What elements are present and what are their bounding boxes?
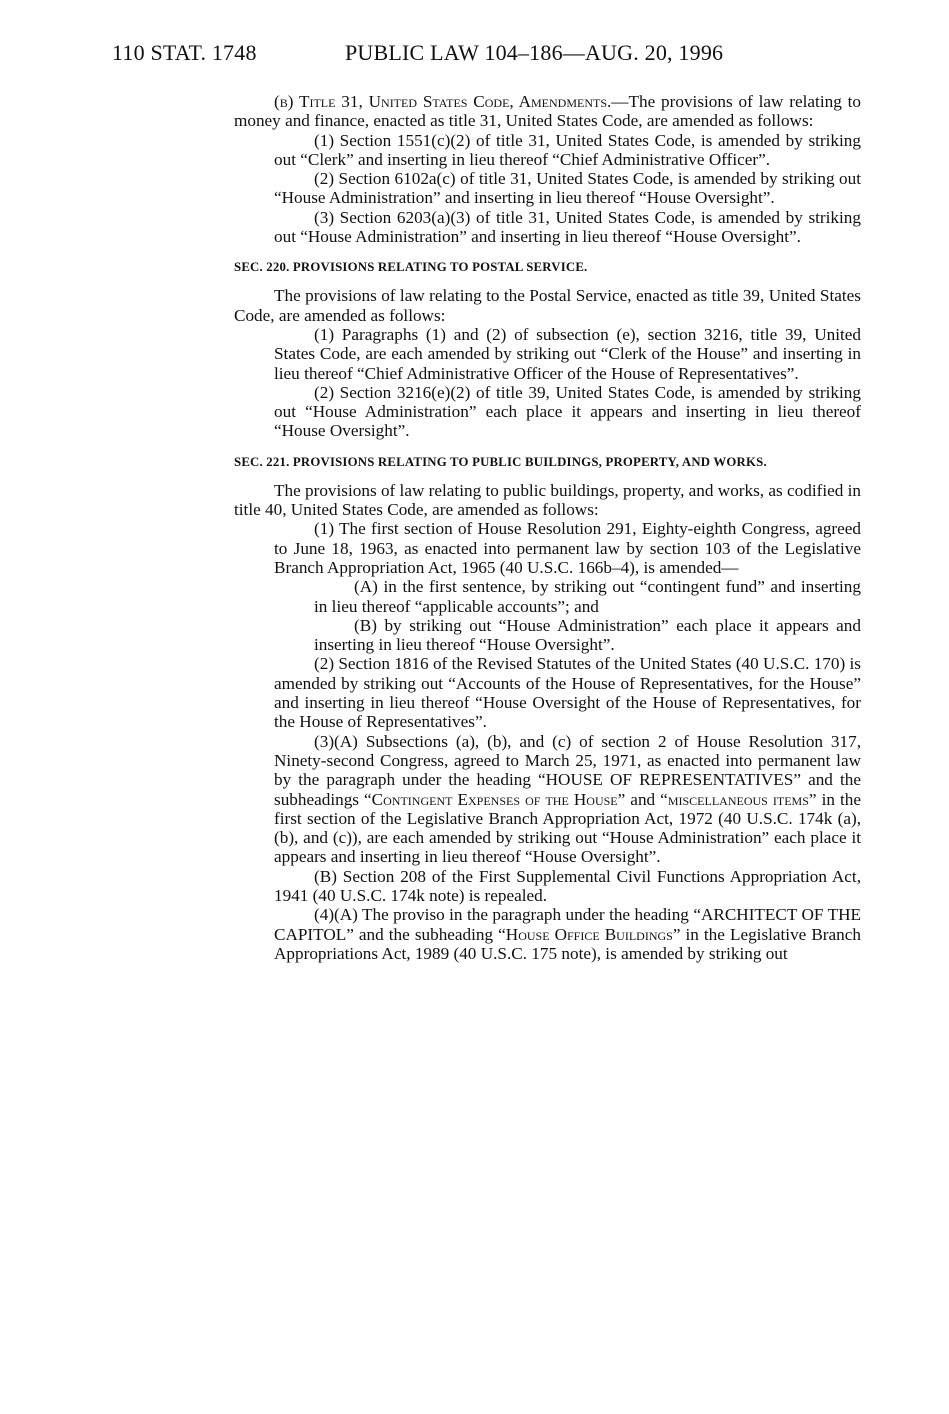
section-221-paragraph-1A: (A) in the first sentence, by striking out “contingent fund” and inserting in lieu thereof “applicable accounts”; and: [314, 577, 861, 616]
section-221-paragraph-3A: [234, 732, 861, 867]
p3A-text-mid: ” and “: [617, 789, 668, 809]
paragraph-b2: (2) Section 6102a(c) of title 31, United States Code, is amended by striking out “House Administration” and inserting in lieu thereof “House Oversight”.: [274, 169, 861, 208]
subsection-b-text: —The provisions of law relating to money and finance, enacted as title 31, United States Code, are amended as follows:: [234, 92, 861, 131]
p4A-subheading: House Office Buildings: [505, 924, 673, 944]
section-220-intro: The provisions of law relating to the Postal Service, enacted as title 39, United States Code, are amended as follows:: [234, 286, 861, 325]
p3A-text-start: (3)(A) Subsections (a), (b), and (c) of section 2 of House Resolution 317, Ninety-second Congress, agreed to March 25, 1971, as enacted into permanent law by the paragraph under the heading “HOUSE OF REPRESENTATIVES” and the subheadings “: [274, 731, 861, 809]
section-221-paragraph-1: (1) The first section of House Resolution 291, Eighty-eighth Congress, agreed to June 18, 1963, as enacted into permanent law by section 103 of the Legislative Branch Appropriation Act, 1965 (40 U.S.C. 166b–4), is amended—: [274, 519, 861, 577]
section-221-paragraph-3B: (B) Section 208 of the First Supplemental Civil Functions Appropriation Act, 1941 (40 U.S.C. 174k note) is repealed.: [274, 866, 861, 905]
p3A-subheading-2: miscellaneous items: [667, 789, 809, 809]
p4A-text-end: ” in the Legislative Branch Appropriations Act, 1989 (40 U.S.C. 175 note), is amended by striking out: [274, 924, 861, 963]
section-221-intro: The provisions of law relating to public buildings, property, and works, as codified in title 40, United States Code, are amended as follows:: [234, 480, 861, 520]
p4A-text-start: (4)(A) The proviso in the paragraph under the heading “ARCHITECT OF THE CAPITOL” and the subheading “: [274, 905, 861, 944]
paragraph-b3: (3) Section 6203(a)(3) of title 31, United States Code, is amended by striking out “House Administration” and inserting in lieu thereof “House Oversight”.: [274, 207, 861, 247]
statute-page-number: 110 STAT. 1748: [112, 40, 257, 65]
section-221-paragraph-1B: (B) by striking out “House Administration” each place it appears and inserting in lieu thereof “House Oversight”.: [314, 615, 861, 655]
p3A-subheading-1: Contingent Expenses of the House: [371, 789, 618, 809]
section-220-paragraph-2: (2) Section 3216(e)(2) of title 39, United States Code, is amended by striking out “House Administration” each place it appears and inserting in lieu thereof “House Oversight”.: [274, 382, 861, 441]
section-220-heading: SEC. 220. PROVISIONS RELATING TO POSTAL SERVICE.: [234, 260, 588, 275]
section-220-paragraph-1: (1) Paragraphs (1) and (2) of subsection (e), section 3216, title 39, United States Code, are each amended by striking out “Clerk of the House” and inserting in lieu thereof “Chief Administrative Officer of the House of Representatives”.: [274, 324, 861, 383]
subsection-b-heading: (b) Title 31, United States Code, Amendments.: [274, 92, 612, 111]
public-law-citation: PUBLIC LAW 104–186—AUG. 20, 1996: [345, 40, 724, 65]
subsection-b: [234, 92, 861, 131]
section-221-heading: SEC. 221. PROVISIONS RELATING TO PUBLIC BUILDINGS, PROPERTY, AND WORKS.: [234, 454, 767, 469]
document-body: [234, 92, 861, 963]
section-221-paragraph-4A: [234, 905, 861, 963]
page-header: [112, 40, 869, 72]
p3A-text-end: ” in the first section of the Legislative Branch Appropriation Act, 1972 (40 U.S.C. 174k (a), (b), and (c)), are each amended by striking out “House Administration” each place it appears and inserting in lieu thereof “House Oversight”.: [274, 789, 862, 867]
paragraph-b1: (1) Section 1551(c)(2) of title 31, United States Code, is amended by striking out “Clerk” and inserting in lieu thereof “Chief Administrative Officer”.: [274, 130, 861, 169]
section-221-paragraph-2: (2) Section 1816 of the Revised Statutes of the United States (40 U.S.C. 170) is amended by striking out “Accounts of the House of Representatives, for the House” and inserting in lieu thereof “House Oversight of the House of Representatives, for the House of Representatives”.: [274, 654, 861, 732]
